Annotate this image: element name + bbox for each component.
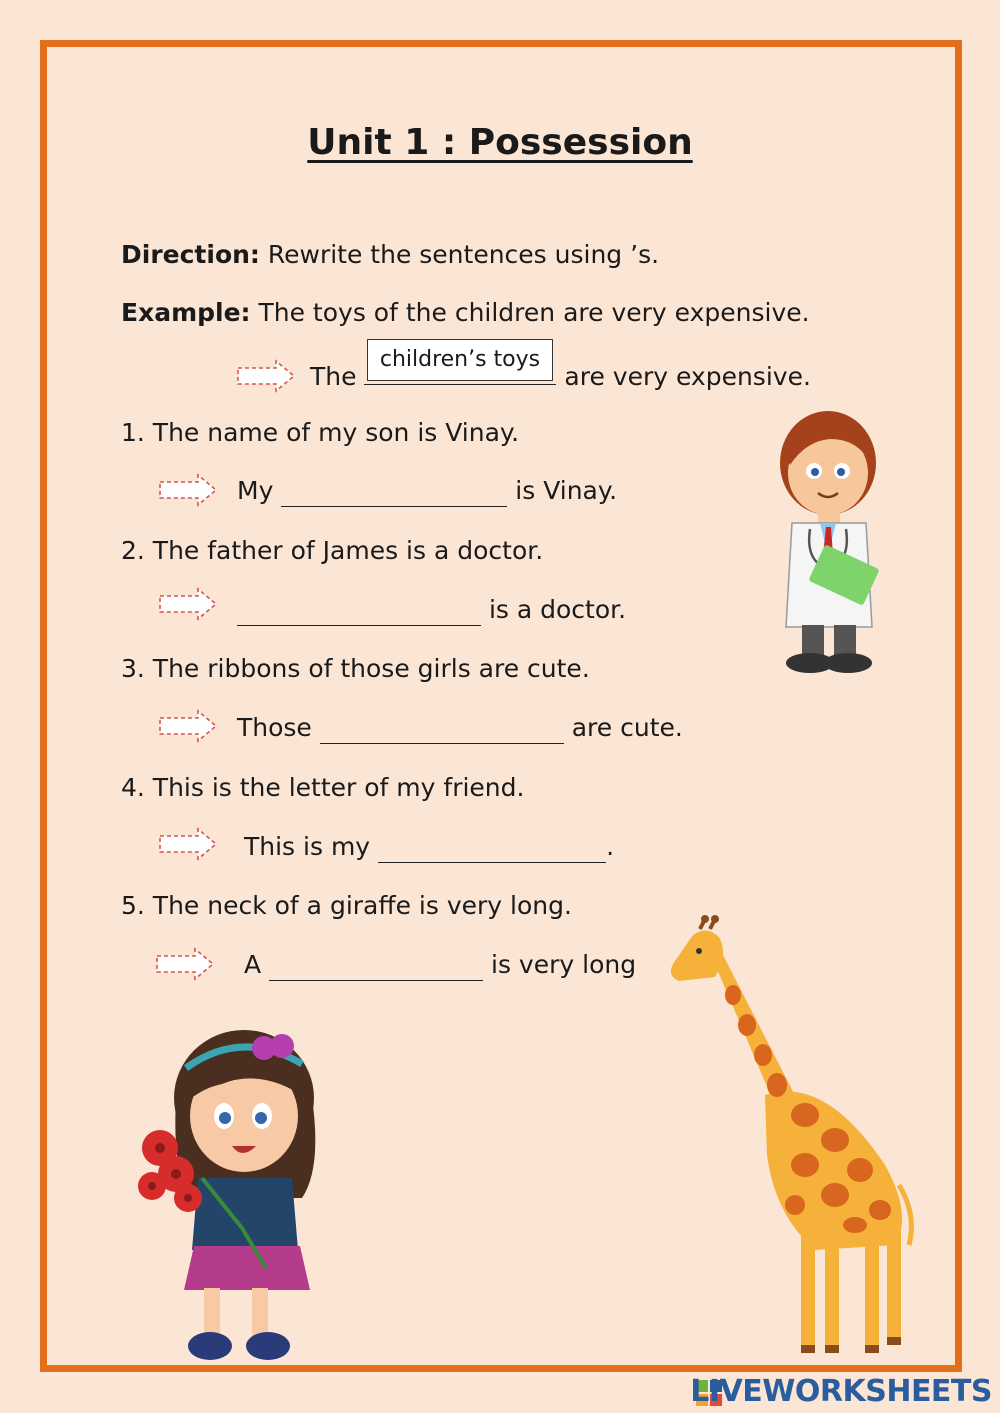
dashed-arrow-icon — [158, 826, 220, 862]
question-3: 3. The ribbons of those girls are cute. — [121, 654, 590, 683]
example-answer-box: children’s toys — [367, 339, 553, 381]
answer-suffix-3: are cute. — [571, 713, 683, 742]
answer-input-4[interactable] — [378, 834, 606, 863]
question-2: 2. The father of James is a doctor. — [121, 536, 544, 565]
answer-line-3 — [237, 713, 683, 744]
answer-input-2[interactable] — [237, 597, 481, 626]
answer-prefix-3: Those — [237, 713, 312, 742]
dashed-arrow-icon — [158, 586, 220, 622]
answer-suffix-4: . — [606, 832, 615, 861]
brand-wordmark[interactable]: LIVEWORKSHEETS — [690, 1374, 992, 1409]
direction-text: Rewrite the sentences using ’s. — [259, 240, 660, 269]
answer-prefix-5: A — [244, 950, 262, 979]
question-5: 5. The neck of a giraffe is very long. — [121, 891, 572, 920]
direction-label: Direction: — [121, 240, 260, 269]
answer-line-1 — [237, 476, 617, 507]
example-line — [121, 298, 810, 327]
question-4: 4. This is the letter of my friend. — [121, 773, 525, 802]
answer-suffix-1: is Vinay. — [515, 476, 618, 505]
example-label: Example: — [121, 298, 251, 327]
doctor-illustration — [770, 405, 890, 677]
answer-line-4 — [244, 832, 614, 863]
dashed-arrow-icon — [158, 472, 220, 508]
answer-line-2 — [237, 595, 626, 626]
answer-input-3[interactable] — [320, 715, 564, 744]
answer-suffix-2: is a doctor. — [488, 595, 627, 624]
example-answer-suffix: are very expensive. — [564, 362, 811, 391]
answer-input-5[interactable] — [269, 952, 483, 981]
answer-suffix-5: is very long — [491, 950, 637, 979]
answer-prefix-4: This is my — [244, 832, 371, 861]
example-answer-prefix: The — [310, 362, 357, 391]
dashed-arrow-icon — [158, 708, 220, 744]
question-1: 1. The name of my son is Vinay. — [121, 418, 520, 447]
dashed-arrow-icon — [236, 358, 298, 394]
giraffe-illustration — [655, 915, 920, 1365]
answer-line-5 — [244, 950, 636, 981]
direction-line — [121, 240, 659, 269]
answer-prefix-1: My — [237, 476, 274, 505]
page-title: Unit 1 : Possession — [307, 122, 693, 163]
dashed-arrow-icon — [155, 946, 217, 982]
example-text: The toys of the children are very expensive. — [250, 298, 810, 327]
answer-input-1[interactable] — [281, 478, 507, 507]
girl-with-flowers-illustration — [132, 1028, 322, 1368]
